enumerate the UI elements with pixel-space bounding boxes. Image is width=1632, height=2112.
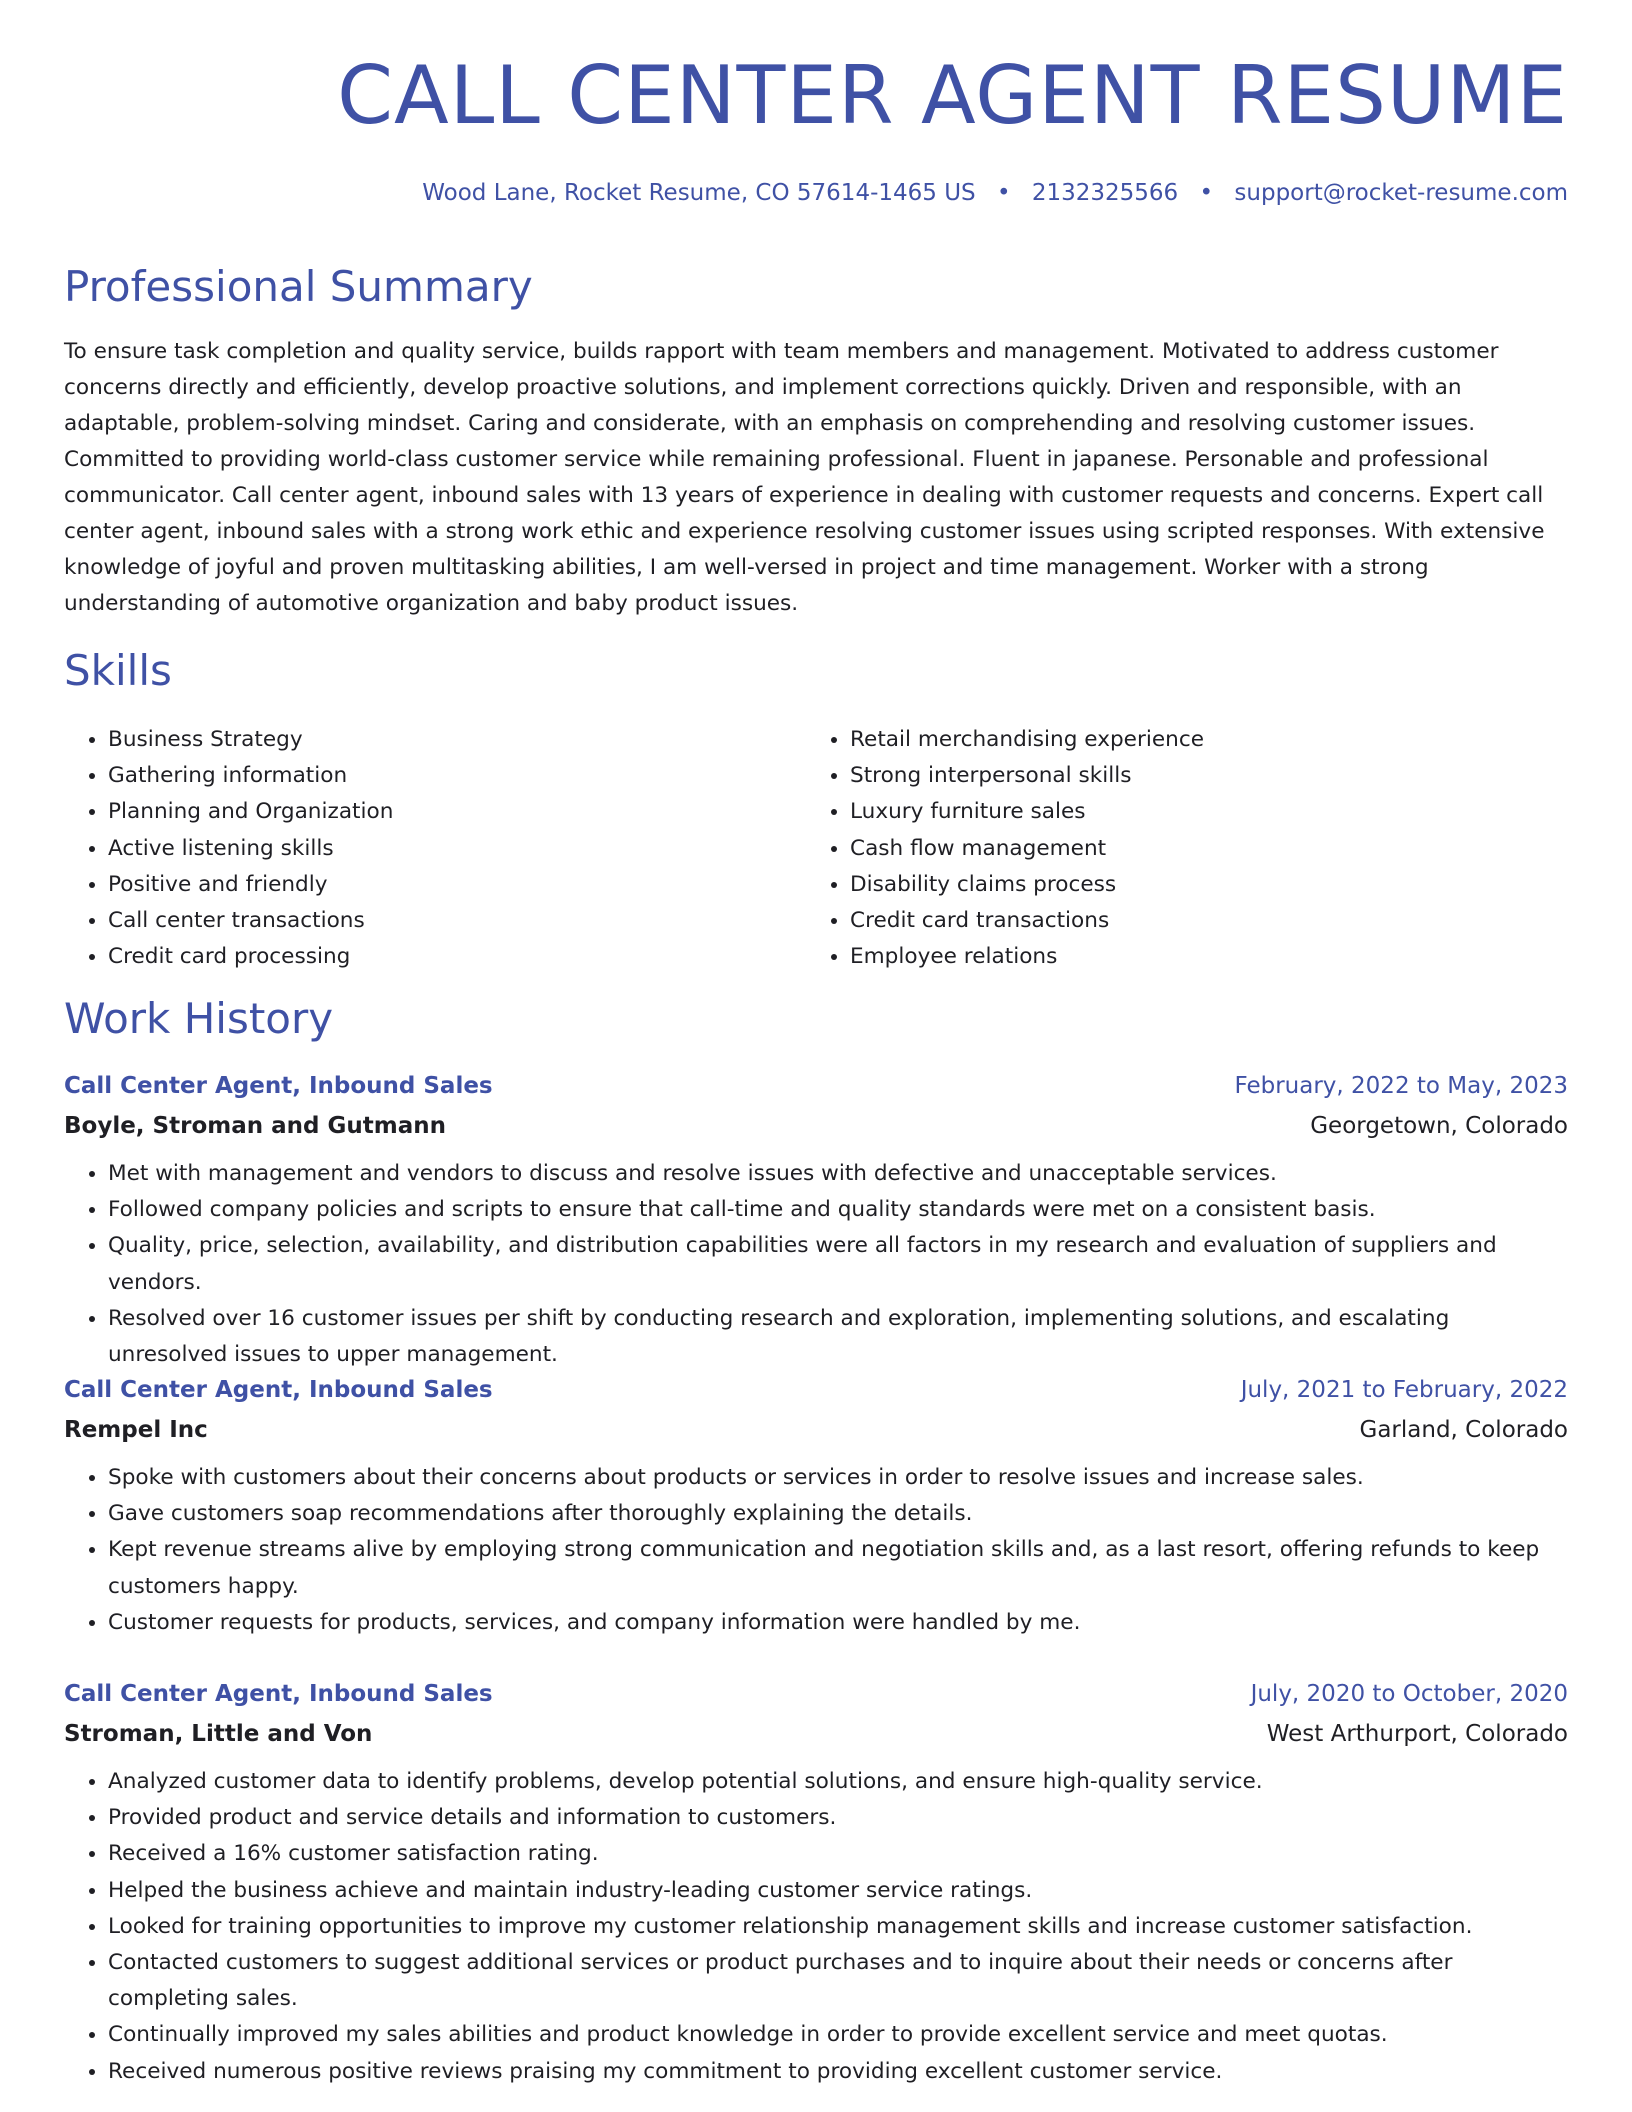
job-bullet: • Helped the business achieve and maintain industry-leading customer service ratings. — [108, 1873, 1568, 1909]
job-bullet: • Kept revenue streams alive by employing strong communication and negotiation skills and, as a last resort, offering refunds to keep customers happy. — [108, 1532, 1568, 1604]
resume-title: CALL CENTER AGENT RESUME — [337, 49, 1568, 142]
job-bullets — [64, 1460, 1568, 1641]
skill-item: • Business Strategy — [108, 722, 806, 758]
job-bullet: • Followed company policies and scripts to ensure that call-time and quality standards were met on a consistent basis. — [108, 1192, 1568, 1228]
job-title: Call Center Agent, Inbound Sales — [64, 1377, 493, 1403]
job-company-row — [64, 1714, 1568, 1754]
job-title: Call Center Agent, Inbound Sales — [64, 1681, 493, 1707]
job-bullet: • Provided product and service details and information to customers. — [108, 1800, 1568, 1836]
skill-item: • Gathering information — [108, 758, 806, 794]
job-title: Call Center Agent, Inbound Sales — [64, 1073, 493, 1099]
job-company-row — [64, 1106, 1568, 1146]
job-bullet: • Customer requests for products, services, and company information were handled by me. — [108, 1605, 1568, 1641]
contact-separator: • — [996, 180, 1011, 206]
skill-item: • Planning and Organization — [108, 794, 806, 830]
skill-item: • Credit card transactions — [850, 903, 1548, 939]
job-title-row — [64, 1370, 1568, 1410]
job-bullet: • Continually improved my sales abilities and product knowledge in order to provide excellent service and meet quotas. — [108, 2017, 1568, 2053]
job-bullet: • Looked for training opportunities to improve my customer relationship management skills and increase customer satisfaction. — [108, 1909, 1568, 1945]
job-bullets — [64, 1156, 1568, 1373]
job-dates: July, 2021 to February, 2022 — [1240, 1377, 1568, 1403]
job-bullet: • Contacted customers to suggest additional services or product purchases and to inquire about their needs or concerns after completing sales. — [108, 1945, 1568, 2017]
skill-item: • Employee relations — [850, 939, 1548, 975]
contact-address: Wood Lane, Rocket Resume, CO 57614-1465 US — [422, 180, 976, 206]
job-title-row — [64, 1674, 1568, 1714]
skills-list — [64, 722, 1568, 975]
job-bullet: • Spoke with customers about their concerns about products or services in order to resolve issues and increase sales. — [108, 1460, 1568, 1496]
skill-item: • Call center transactions — [108, 903, 806, 939]
job-dates: February, 2022 to May, 2023 — [1234, 1073, 1568, 1099]
job-entry — [64, 1674, 1568, 2090]
skill-item: • Cash flow management — [850, 831, 1548, 867]
skill-item: • Disability claims process — [850, 867, 1548, 903]
job-bullet: • Received a 16% customer satisfaction rating. — [108, 1836, 1568, 1872]
job-company-row — [64, 1410, 1568, 1450]
skill-item: • Positive and friendly — [108, 867, 806, 903]
resume-page — [64, 0, 1568, 2112]
job-title-row — [64, 1066, 1568, 1106]
job-company: Boyle, Stroman and Gutmann — [64, 1113, 446, 1139]
job-bullet: • Analyzed customer data to identify problems, develop potential solutions, and ensure high-quality service. — [108, 1764, 1568, 1800]
job-company: Stroman, Little and Von — [64, 1721, 373, 1747]
job-company: Rempel Inc — [64, 1417, 208, 1443]
skill-item: • Retail merchandising experience — [850, 722, 1548, 758]
job-location: Georgetown, Colorado — [1310, 1113, 1568, 1139]
skill-item: • Active listening skills — [108, 831, 806, 867]
job-entry — [64, 1066, 1568, 1373]
contact-phone: 2132325566 — [1031, 180, 1179, 206]
contact-separator: • — [1199, 180, 1214, 206]
job-bullet: • Received numerous positive reviews praising my commitment to providing excellent customer service. — [108, 2054, 1568, 2090]
skills-heading: Skills — [64, 646, 172, 695]
skills-column-left — [64, 722, 806, 975]
job-bullet: • Met with management and vendors to discuss and resolve issues with defective and unacceptable services. — [108, 1156, 1568, 1192]
job-location: Garland, Colorado — [1359, 1417, 1568, 1443]
summary-heading: Professional Summary — [64, 262, 533, 311]
contact-line — [422, 180, 1568, 206]
job-bullet: • Gave customers soap recommendations after thoroughly explaining the details. — [108, 1496, 1568, 1532]
contact-email: support@rocket-resume.com — [1234, 180, 1568, 206]
job-dates: July, 2020 to October, 2020 — [1250, 1681, 1568, 1707]
skills-column-right — [806, 722, 1548, 975]
skill-item: • Strong interpersonal skills — [850, 758, 1548, 794]
job-entry — [64, 1370, 1568, 1641]
job-bullets — [64, 1764, 1568, 2090]
skill-item: • Luxury furniture sales — [850, 794, 1548, 830]
work-heading: Work History — [64, 994, 334, 1043]
job-bullet: • Resolved over 16 customer issues per shift by conducting research and exploration, implementing solutions, and escalating unresolved issues to upper management. — [108, 1301, 1568, 1373]
job-location: West Arthurport, Colorado — [1266, 1721, 1568, 1747]
summary-text: To ensure task completion and quality service, builds rapport with team members and management. Motivated to address customer concerns directly and efficiently, develop proactive solutions, and implement corrections quickly. Driven and responsible, with an adaptable, problem-solving mindset. Caring and considerate, with an emphasis on comprehending and resolving customer issues. Committed to providing world-class customer service while remaining professional. Fluent in japanese. Personable and professional communicator. Call center agent, inbound sales with 13 years of experience in dealing with customer requests and concerns. Expert call center agent, inbound sales with a strong work ethic and experience resolving customer issues using scripted responses. With extensive knowledge of joyful and proven multitasking abilities, I am well-versed in project and time management. Worker with a strong understanding of automotive organization and baby product issues. — [64, 339, 1545, 616]
skill-item: • Credit card processing — [108, 939, 806, 975]
job-bullet: • Quality, price, selection, availability, and distribution capabilities were all factors in my research and evaluation of suppliers and vendors. — [108, 1228, 1568, 1300]
